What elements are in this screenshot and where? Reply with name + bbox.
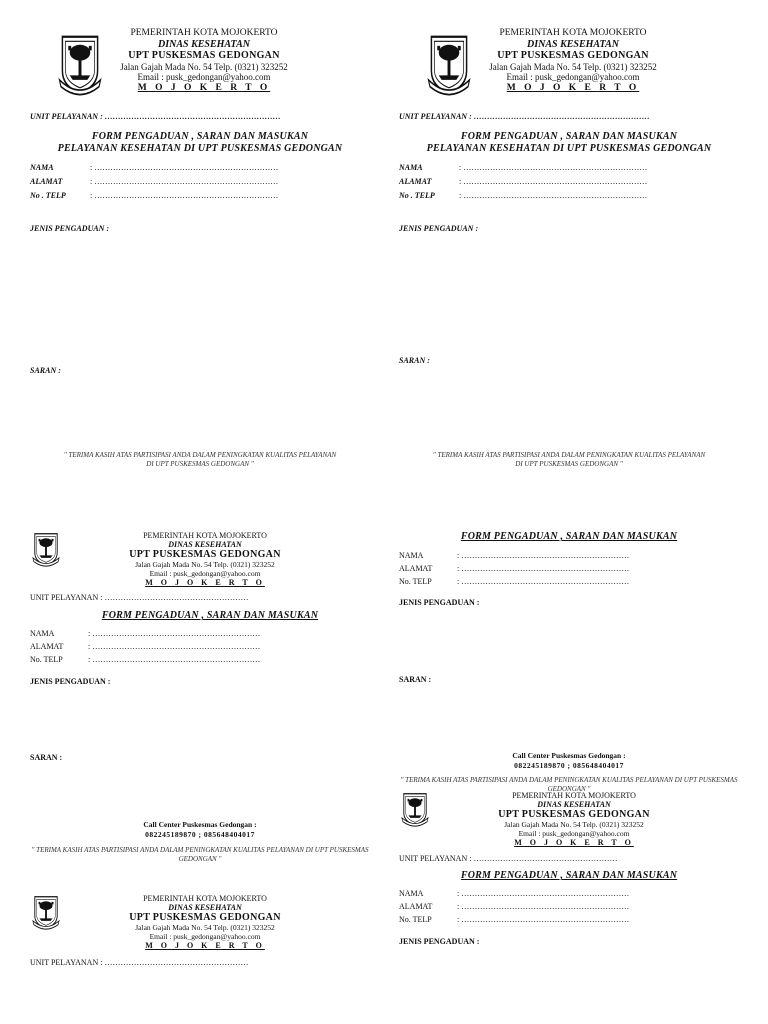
thanks-line-1: " TERIMA KASIH ATAS PARTISIPASI ANDA DALAM PENINGKATAN KUALITAS PELAYANAN: [63, 451, 337, 459]
nama-field[interactable]: : ……………………………………………………………: [459, 163, 648, 172]
nama-label: NAMA: [399, 889, 424, 898]
letterhead: [477, 28, 669, 94]
letterhead: [469, 791, 679, 847]
unit-pelayanan-field: UNIT PELAYANAN : ………………………………………………: [30, 958, 249, 967]
city: M O J O K E R T O: [137, 82, 271, 93]
jenis-pengaduan-label: JENIS PENGADUAN :: [30, 224, 110, 233]
saran-label: SARAN :: [399, 675, 432, 684]
dinas-name: DINAS KESEHATAN: [168, 903, 242, 913]
mojokerto-coat-of-arms-icon: [32, 530, 60, 568]
call-center-numbers: 082245189870 ; 085648404017: [145, 829, 255, 839]
saran-label: SARAN :: [30, 753, 63, 762]
dinas-name: DINAS KESEHATAN: [158, 38, 250, 50]
call-center-label: Call Center Puskesmas Gedongan :: [143, 820, 257, 829]
dinas-name: DINAS KESEHATAN: [537, 800, 611, 810]
mojokerto-coat-of-arms-icon: [401, 790, 429, 828]
alamat-label: ALAMAT: [399, 902, 433, 911]
alamat-label: ALAMAT: [399, 564, 433, 573]
city: M O J O K E R T O: [145, 578, 265, 588]
call-center: [100, 820, 300, 840]
thanks-line-2: GEDONGAN ": [178, 854, 222, 863]
thanks-line-1: " TERIMA KASIH ATAS PARTISIPASI ANDA DALAM PENINGKATAN KUALITAS PELAYANAN: [432, 451, 706, 459]
telp-label: No. TELP: [30, 655, 63, 664]
email: Email : pusk_gedongan@yahoo.com: [518, 828, 630, 838]
address: Jalan Gajah Mada No. 54 Telp. (0321) 323252: [504, 819, 644, 829]
alamat-label: ALAMAT: [399, 177, 432, 186]
unit-pelayanan-field: UNIT PELAYANAN : …………………………………………………………: [30, 112, 281, 121]
call-center-numbers: 082245189870 ; 085648404017: [514, 760, 624, 770]
gov-name: PEMERINTAH KOTA MOJOKERTO: [130, 28, 278, 38]
email: Email : pusk_gedongan@yahoo.com: [149, 931, 261, 941]
thanks-note: [30, 846, 370, 864]
letterhead: [100, 531, 310, 587]
email: Email : pusk_gedongan@yahoo.com: [506, 72, 640, 83]
nama-field[interactable]: : ………………………………………………………: [88, 629, 261, 638]
jenis-pengaduan-label: JENIS PENGADUAN :: [30, 677, 111, 686]
address: Jalan Gajah Mada No. 54 Telp. (0321) 323252: [120, 61, 288, 72]
form-title: FORM PENGADUAN , SARAN DAN MASUKAN: [460, 531, 678, 542]
form-title-line-1: FORM PENGADUAN , SARAN DAN MASUKAN: [91, 131, 309, 142]
alamat-field[interactable]: : ……………………………………………………………: [459, 177, 648, 186]
form-title: [399, 131, 739, 155]
thanks-line-2: DI UPT PUSKESMAS GEDONGAN ": [146, 459, 254, 468]
gov-name: PEMERINTAH KOTA MOJOKERTO: [143, 894, 267, 903]
alamat-label: ALAMAT: [30, 177, 63, 186]
telp-label: No . TELP: [399, 191, 435, 200]
nama-field[interactable]: : ……………………………………………………………: [90, 163, 279, 172]
form-title-line-1: FORM PENGADUAN , SARAN DAN MASUKAN: [460, 131, 678, 142]
thanks-line-1: " TERIMA KASIH ATAS PARTISIPASI ANDA DALAM PENINGKATAN KUALITAS PELAYANAN DI UPT PUSKESMAS: [400, 776, 738, 784]
city: M O J O K E R T O: [514, 838, 634, 848]
gov-name: PEMERINTAH KOTA MOJOKERTO: [499, 28, 647, 38]
thanks-line-2: GEDONGAN ": [547, 784, 591, 793]
dinas-name: DINAS KESEHATAN: [527, 38, 619, 50]
telp-label: No. TELP: [399, 577, 432, 586]
mojokerto-coat-of-arms-icon: [32, 893, 60, 931]
saran-label: SARAN :: [30, 366, 61, 375]
nama-label: NAMA: [30, 163, 54, 172]
email: Email : pusk_gedongan@yahoo.com: [137, 72, 271, 83]
email: Email : pusk_gedongan@yahoo.com: [149, 568, 261, 578]
telp-field[interactable]: : ………………………………………………………: [457, 915, 630, 924]
form-title-line-2: PELAYANAN KESEHATAN DI UPT PUSKESMAS GEDONGAN: [426, 143, 712, 154]
telp-field[interactable]: : ……………………………………………………………: [459, 191, 648, 200]
thanks-note: [409, 451, 729, 469]
telp-label: No. TELP: [399, 915, 432, 924]
jenis-pengaduan-label: JENIS PENGADUAN :: [399, 937, 480, 946]
nama-field[interactable]: : ………………………………………………………: [457, 551, 630, 560]
alamat-label: ALAMAT: [30, 642, 64, 651]
alamat-field[interactable]: : ………………………………………………………: [88, 642, 261, 651]
telp-field[interactable]: : ………………………………………………………: [457, 577, 630, 586]
upt-name: UPT PUSKESMAS GEDONGAN: [128, 50, 280, 62]
form-title: FORM PENGADUAN , SARAN DAN MASUKAN: [101, 610, 319, 621]
mojokerto-coat-of-arms-icon: [427, 30, 471, 98]
upt-name: UPT PUSKESMAS GEDONGAN: [129, 912, 281, 924]
upt-name: UPT PUSKESMAS GEDONGAN: [497, 50, 649, 62]
thanks-note: [40, 451, 360, 469]
alamat-field[interactable]: : ………………………………………………………: [457, 902, 630, 911]
address: Jalan Gajah Mada No. 54 Telp. (0321) 323252: [135, 559, 275, 569]
gov-name: PEMERINTAH KOTA MOJOKERTO: [143, 531, 267, 540]
alamat-field[interactable]: : ……………………………………………………………: [90, 177, 279, 186]
nama-label: NAMA: [399, 551, 424, 560]
saran-label: SARAN :: [399, 356, 430, 365]
city: M O J O K E R T O: [506, 82, 640, 93]
dinas-name: DINAS KESEHATAN: [168, 540, 242, 550]
thanks-line-2: DI UPT PUSKESMAS GEDONGAN ": [515, 459, 623, 468]
unit-pelayanan-field: UNIT PELAYANAN : ………………………………………………: [399, 854, 618, 863]
call-center-label: Call Center Puskesmas Gedongan :: [512, 751, 626, 760]
call-center: [469, 751, 669, 771]
unit-pelayanan-field: UNIT PELAYANAN : …………………………………………………………: [399, 112, 650, 121]
telp-label: No . TELP: [30, 191, 66, 200]
jenis-pengaduan-label: JENIS PENGADUAN :: [399, 224, 479, 233]
form-title: FORM PENGADUAN , SARAN DAN MASUKAN: [460, 870, 678, 881]
city: M O J O K E R T O: [145, 941, 265, 951]
jenis-pengaduan-label: JENIS PENGADUAN :: [399, 598, 480, 607]
nama-label: NAMA: [399, 163, 423, 172]
nama-field[interactable]: : ………………………………………………………: [457, 889, 630, 898]
upt-name: UPT PUSKESMAS GEDONGAN: [129, 549, 281, 561]
form-title: [30, 131, 370, 155]
telp-field[interactable]: : ……………………………………………………………: [90, 191, 279, 200]
address: Jalan Gajah Mada No. 54 Telp. (0321) 323252: [135, 922, 275, 932]
letterhead: [108, 28, 300, 94]
thanks-line-1: " TERIMA KASIH ATAS PARTISIPASI ANDA DALAM PENINGKATAN KUALITAS PELAYANAN DI UPT PUSKESMAS: [31, 846, 369, 854]
mojokerto-coat-of-arms-icon: [58, 30, 102, 98]
form-title-line-2: PELAYANAN KESEHATAN DI UPT PUSKESMAS GEDONGAN: [57, 143, 343, 154]
nama-label: NAMA: [30, 629, 55, 638]
letterhead: [100, 894, 310, 950]
upt-name: UPT PUSKESMAS GEDONGAN: [498, 809, 650, 821]
telp-field[interactable]: : ………………………………………………………: [88, 655, 261, 664]
alamat-field[interactable]: : ………………………………………………………: [457, 564, 630, 573]
gov-name: PEMERINTAH KOTA MOJOKERTO: [512, 791, 636, 800]
address: Jalan Gajah Mada No. 54 Telp. (0321) 323252: [489, 61, 657, 72]
unit-pelayanan-field: UNIT PELAYANAN : ………………………………………………: [30, 593, 249, 602]
